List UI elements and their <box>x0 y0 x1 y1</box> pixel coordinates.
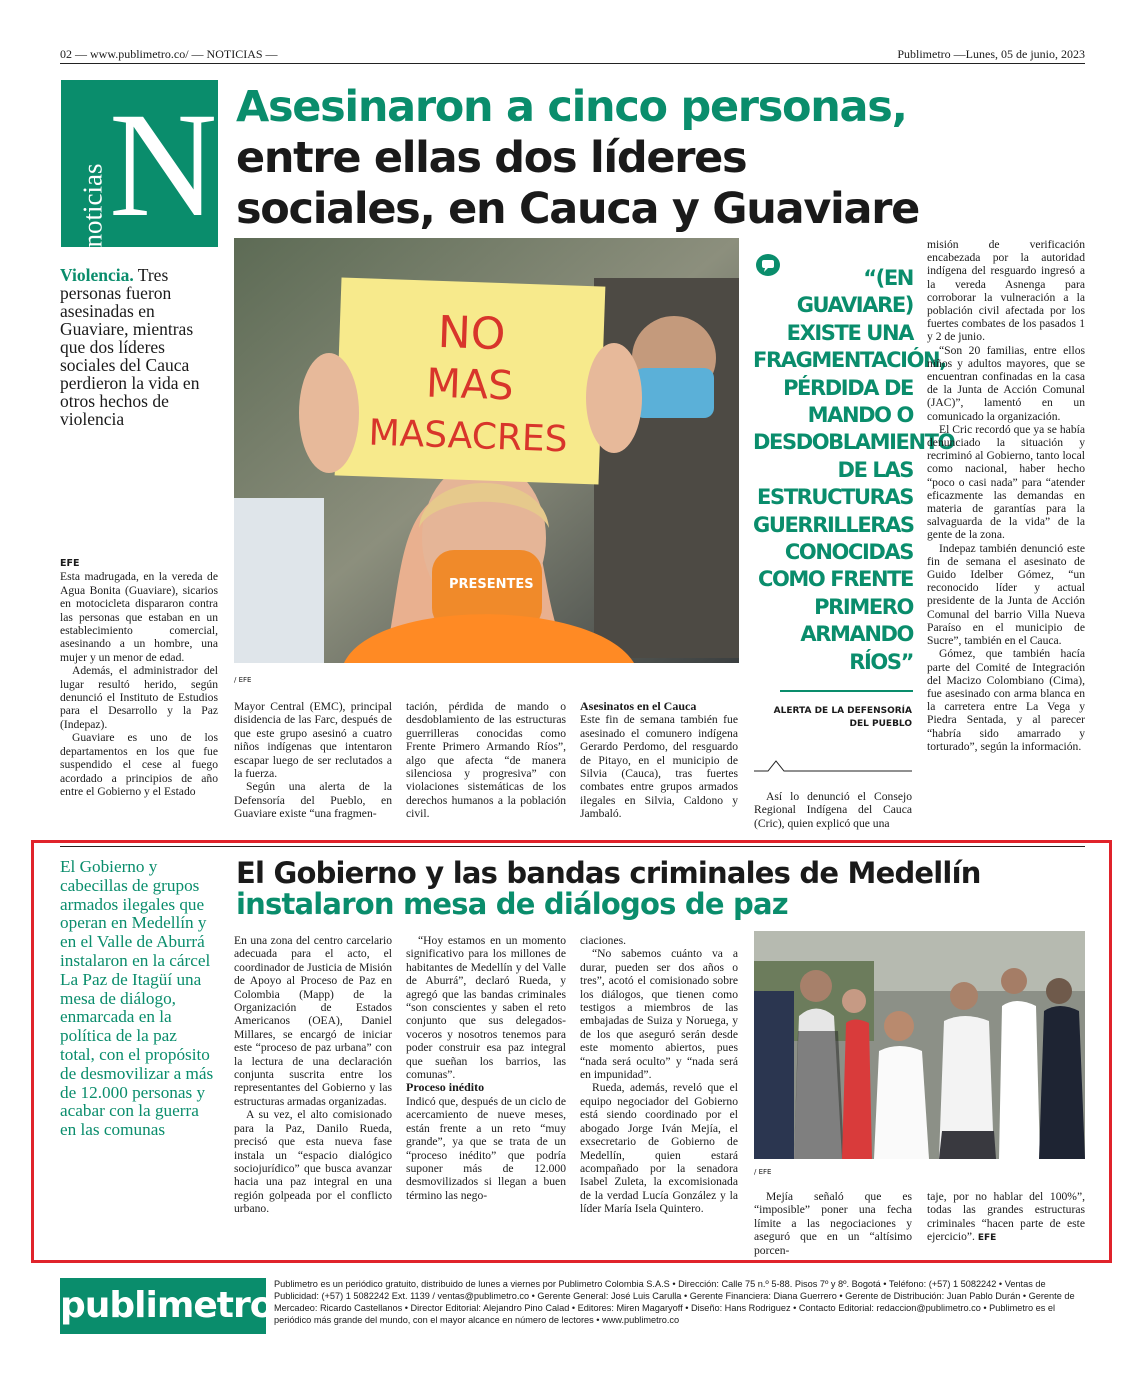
section-badge <box>61 80 218 247</box>
second-col-3 <box>580 934 738 1216</box>
sign-line-3: MASACRES <box>367 412 569 461</box>
main-col1-p1: Esta madrugada, en la vereda de Agua Bonita (Guaviare), sicarios en motocicleta dispararon contra las personas que estaban en un establecimiento comercial, asesinando a un hombre, una mujer y un menor de edad. <box>60 570 218 664</box>
proceso-subhead: Proceso inédito <box>406 1080 485 1095</box>
main-col5-p1: Así lo denunció el Consejo Regional Indígena del Cauca (Cric), quien explicó que una <box>754 790 912 830</box>
mask-text: PRESENTES <box>449 577 534 592</box>
headline-line-3: sociales, en Cauca y Guaviare <box>236 184 919 234</box>
main-col3-p1: tación, pérdida de mando o desdoblamiento de las estructuras guerrilleras conocidas como Frente Primero Armando Ríos”, algo que afecta “de manera silenciosa y progresiva” con violaciones sistemáticas de los derechos humanos a la población civil. <box>406 700 566 821</box>
second-headline-black: El Gobierno y las bandas criminales de Medellín <box>236 856 981 890</box>
section-letter: N <box>109 82 218 248</box>
sign-line-1: NO <box>437 306 507 361</box>
quote-divider <box>754 757 912 773</box>
second-col1-p2: A su vez, el alto comisionado para la Paz, Danilo Rueda, precisó que esta nueva fase instala un “espacio dialógico sociojurídico” que busca avanzar hacia una paz integral en una región golpeada por el conflicto urbano. <box>234 1108 392 1216</box>
second-photo-caption: / EFE <box>754 1168 772 1176</box>
headline-line-1: Asesinaron a cinco personas, <box>236 82 907 132</box>
main-col6-p1: misión de verificación encabezada por la autoridad indígena del resguardo ingresó a la vereda Asnenga para corroborar la vulneración a la población civil afectada por los fuertes combates de los pasados 1 y 2 de junio. <box>927 238 1085 344</box>
second-col-2 <box>406 934 566 1202</box>
second-photo <box>754 931 1085 1159</box>
lead-kicker: Violencia. <box>60 265 134 285</box>
second-col2-p1: “Hoy estamos en un momento significativo para los millones de habitantes de Medellín y del Valle de Aburrá”, declaró Rueda, y agregó que las bandas criminales “son conscientes y saben el reto conjunto que sus delegados-voceros y nosotros tenemos para poder construir esa paz integral que sueñan los barrios, las comunas”. <box>406 934 566 1082</box>
main-col6-p4: Indepaz también denunció este fin de semana el asesinato de Guido Idelber Gómez, “un reconocido líder y actual presidente de la Junta de Acción Comunal del barrio Villa Nueva Paraíso en el municipio de Sucre”, también en el Cauca. <box>927 541 1085 648</box>
main-col1-p2: Además, el administrador del lugar resultó herido, según denunció el Instituto de Estudios para el Desarrollo y la Paz (Indepaz). <box>60 664 218 731</box>
main-col4-p1: Este fin de semana también fue asesinado el comunero indígena Gerardo Perdomo, del resguardo de Pitayo, en el municipio de Silvia (Cauca), tras fuertes combates entre grupos armados ilegales en Silvia, Caldono y Jambaló. <box>580 713 738 821</box>
headline-line-2: entre ellas dos líderes <box>236 133 747 183</box>
cauca-subhead: Asesinatos en el Cauca <box>580 699 697 713</box>
pull-quote: “(EN GUAVIARE) EXISTE UNA FRAGMENTACIÓN, PÉRDIDA DE MANDO O DESDOBLAMIENTO DE LAS ESTRUCTURAS GUERRILLERAS CONOCIDAS COMO FRENTE PRIMERO ARMANDO RÍOS” <box>753 266 955 674</box>
footer-credits: Publimetro es un periódico gratuito, distribuido de lunes a viernes por Publimetro Colombia S.A.S • Dirección: Calle 75 n.º 5-88. Pisos 7º y 8º. Bogotá • Teléfono: (+57) 1 5082242 • Ventas de Publicidad: (+57) 1 5082242 Ext. 1139 / ventas@publimetro.co • Gerente General: José Luis Carulla • Gerente Financiera: Diana Guerrero • Gerente de Distribución: Juan Pablo Durán • Gerente de Mercadeo: Ricardo Castellanos • Director Editorial: Alejandro Pino Calad • Editores: Miren Magaryoff • Diseño: Hans Rodriguez • Contacto Editorial: redaccion@publimetro.co • Publimetro es el periódico más grande del mundo, con el mayor alcance en número de lectores • www.publimetro.co <box>274 1279 1075 1325</box>
second-headline <box>236 858 1096 920</box>
sign-line-2: MAS <box>425 360 515 410</box>
quote-rule <box>780 690 913 692</box>
main-col-5 <box>754 790 912 830</box>
main-col-4 <box>580 700 738 821</box>
second-col1-p1: En una zona del centro carcelario adecuada para el acto, el coordinador de Justicia de Misión de Apoyo al Proceso de Paz en Colombia (Mapp) de la Organización de Estados Americanos (OEA), Daniel Millares, se encargó de iniciar este “proceso de paz urbana” con la lectura de una declaración conjunta suscrita entre los representantes del Gobierno y las estructuras armadas organizadas. <box>234 934 392 1108</box>
section-word: noticias <box>77 163 108 248</box>
header-right: Publimetro —Lunes, 05 de junio, 2023 <box>897 47 1085 61</box>
byline: EFE <box>60 558 80 569</box>
publimetro-logo: publimetro <box>60 1278 266 1334</box>
lead-text: Tres personas fueron asesinadas en Guaviare, mientras que dos líderes sociales del Cauca perdieron la vida en otros hechos de violencia <box>60 265 200 429</box>
main-headline <box>236 82 1096 235</box>
main-col2-p1: Mayor Central (EMC), principal disidencia de las Farc, después de que este grupo asesinó a cuatro niños indígenas que intentaron escapar luego de ser reclutados a la fuerza. <box>234 700 392 781</box>
header-rule <box>60 63 1085 64</box>
second-col2-p2: Indicó que, después de un ciclo de acercamiento de nueve meses, están frente a un reto “muy grande”, ya que se trata de un “proceso inédito” que podría suponer más de 12.000 desmovilizados si llegan a buen término las nego- <box>406 1094 566 1202</box>
main-col-3 <box>406 700 566 821</box>
second-col3-p3: Rueda, además, reveló que el equipo negociador del Gobierno está siendo coordinado por el abogado Jorge Iván Mejía, el exsecretario de Gobierno de Medellín, quien estará acompañado por la senadora Isabel Zuleta, la excomisionada de la verdad Lucía González y la líder María Isela Quintero. <box>580 1081 738 1216</box>
main-col-1 <box>60 557 218 798</box>
main-col1-p3: Guaviare es uno de los departamentos en los que fue suspendido el cese al fuego acordado a principios de año entre el Gobierno y el Estado <box>60 731 218 798</box>
second-col3-p2: “No sabemos cuánto va a durar, pueden ser dos años o tres”, acotó el comisionado sobre los diálogos, que tienen como testigos a miembros de las embajadas de Suiza y Noruega, y de los que aseguró serán desde este momento abiertos, pues “nada será oculto” y “nada será en impunidad”. <box>580 947 738 1082</box>
second-col5-tag: EFE <box>977 1233 997 1244</box>
second-col-1 <box>234 934 392 1216</box>
main-col6-p2: “Son 20 familias, entre ellos niños y adultos mayores, que se encuentran confinadas en la casa de la Junta de Acción Comunal (JAC)”, lamentó en un comunicado la organización. <box>927 343 1085 423</box>
second-lead: El Gobierno y cabecillas de grupos armados ilegales que operan en Medellín y en el Valle de Aburrá instalaron en la cárcel La Paz de Itagüí una mesa de diálogo, enmarcada en la política de la paz total, con el propósito de desmovilizar a más de 12.000 personas y acabar con la guerra en las comunas <box>60 857 214 1140</box>
second-col-4 <box>754 1190 912 1257</box>
header-left: 02 — www.publimetro.co/ — NOTICIAS — <box>60 47 278 61</box>
main-col2-p2: Según una alerta de la Defensoría del Pueblo, en Guaviare existe “una fragmen- <box>234 780 392 821</box>
quote-source: ALERTA DE LA DEFENSORÍA DEL PUEBLO <box>773 706 912 729</box>
second-headline-green: instalaron mesa de diálogos de paz <box>236 887 788 921</box>
main-photo <box>234 238 739 663</box>
main-col6-p3: El Cric recordó que ya se había denunciado la situación y recriminó al Gobierno, tanto local como nacional, haber hecho “poco o casi nada” para “atender eficazmente las demandas en materia de garantías para la salvaguarda de la vida” de la gente de la zona. <box>927 422 1085 542</box>
second-col4-p1: Mejía señaló que es “imposible” poner una fecha límite a las negociaciones y aseguró que en un “altísimo porcen- <box>754 1190 912 1257</box>
main-lead <box>60 266 215 428</box>
second-col-5 <box>927 1190 1085 1246</box>
second-col5-p1: taje, por no hablar del 100%”, todas las grandes estructuras criminales “hacen parte de este ejercicio”. <box>927 1190 1085 1244</box>
page-header <box>60 47 1085 62</box>
second-col3-p1: ciaciones. <box>580 934 627 947</box>
main-col-2 <box>234 700 392 821</box>
main-col-6 <box>927 238 1085 753</box>
main-photo-caption: / EFE <box>234 676 252 684</box>
main-col6-p5: Gómez, que también hacía parte del Comité de Integración del Macizo Colombiano (Cima), fue asesinado con arma blanca en la carretera entre La Vega y Piedra Sentada, y al parecer “habría sido amarrado y torturado”, según la información. <box>927 647 1085 753</box>
